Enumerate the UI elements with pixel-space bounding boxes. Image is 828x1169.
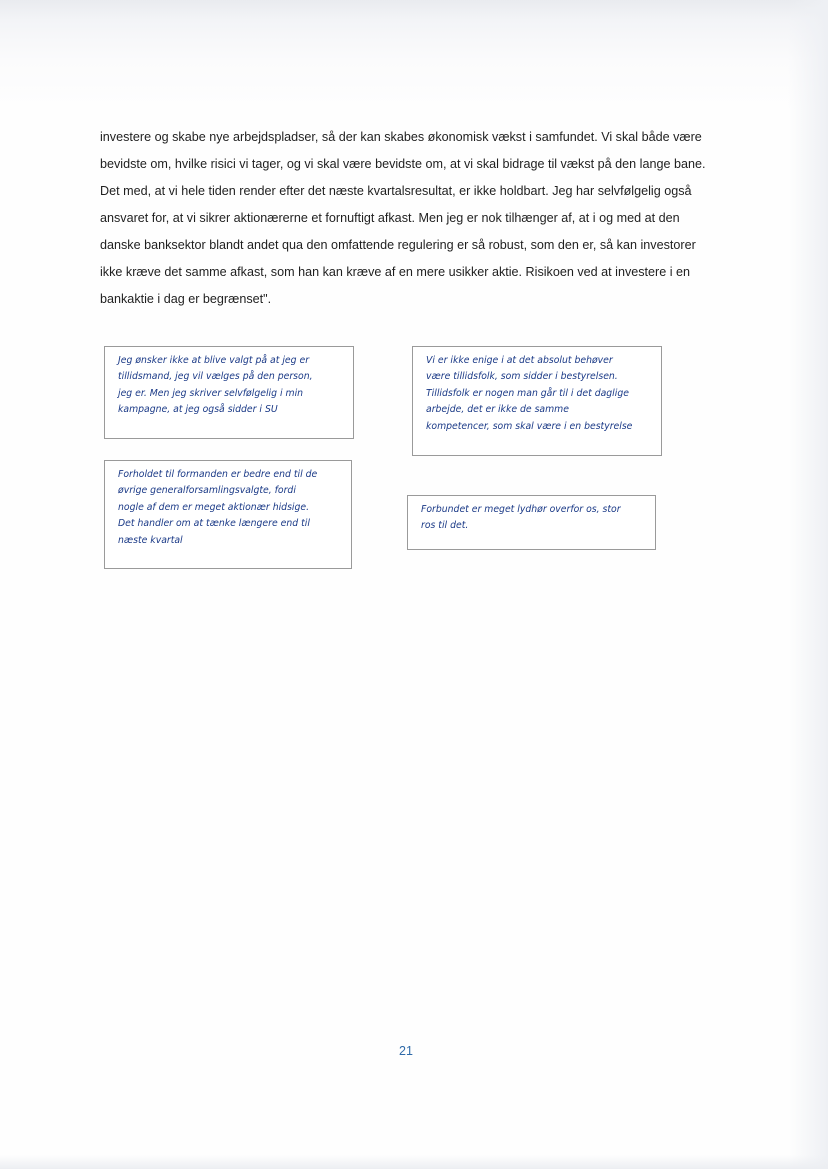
page-number: 21 [399,1044,413,1058]
quote-line: tillidsmand, jeg vil vælges på den person, [118,371,313,383]
quote-line: ros til det. [421,520,469,532]
paragraph-line: danske banksektor blandt andet qua den omfattende regulering er så robust, som den er, så kan investorer [100,238,696,252]
scan-shadow-bottom [0,1155,828,1169]
quote-line: Jeg ønsker ikke at blive valgt på at jeg er [118,355,310,366]
quote-line: Forholdet til formanden er bedre end til de [118,469,318,480]
quote-line: arbejde, det er ikke de samme [426,404,569,416]
quote-line: Det handler om at tænke længere end til [118,518,310,530]
quote-line: Tillidsfolk er nogen man går til i det daglige [426,387,629,399]
scan-shadow-top [0,0,828,110]
quote-line: kampagne, at jeg også sidder i SU [118,404,278,416]
quote-line: Forbundet er meget lydhør overfor os, stor [421,504,621,515]
paragraph-line: investere og skabe nye arbejdspladser, så der kan skabes økonomisk vækst i samfundet. Vi skal både være [100,130,702,144]
quote-line: nogle af dem er meget aktionær hidsige. [118,501,310,513]
paragraph-line: ansvaret for, at vi sikrer aktionærerne et fornuftigt afkast. Men jeg er nok tilhænger af, at i og med at den [100,211,680,225]
paragraph-line: bevidste om, hvilke risici vi tager, og vi skal være bevidste om, at vi skal bidrage til vækst på den lange bane. [100,157,706,171]
body-paragraph [100,124,740,313]
quote-line: øvrige generalforsamlingsvalgte, fordi [118,485,296,497]
quote-box-forbundet [407,495,656,550]
quote-line: kompetencer, som skal være i en bestyrelse [426,420,633,432]
quote-box-tillidsmand [104,346,354,439]
scan-shadow-right [788,0,828,1169]
paragraph-line: Det med, at vi hele tiden render efter det næste kvartalsresultat, er ikke holdbart. Jeg har selvfølgelig også [100,184,692,198]
quote-line: jeg er. Men jeg skriver selvfølgelig i min [118,387,304,399]
quote-box-bestyrelse [412,346,662,456]
paragraph-line: ikke kræve det samme afkast, som han kan kræve af en mere usikker aktie. Risikoen ved at investere i en [100,265,691,279]
quote-line: være tillidsfolk, som sidder i bestyrelsen. [426,371,618,383]
quote-line: næste kvartal [118,534,183,546]
paragraph-line: bankaktie i dag er begrænset". [100,292,272,306]
quote-box-formanden [104,460,352,569]
quote-line: Vi er ikke enige i at det absolut behøver [426,355,613,366]
